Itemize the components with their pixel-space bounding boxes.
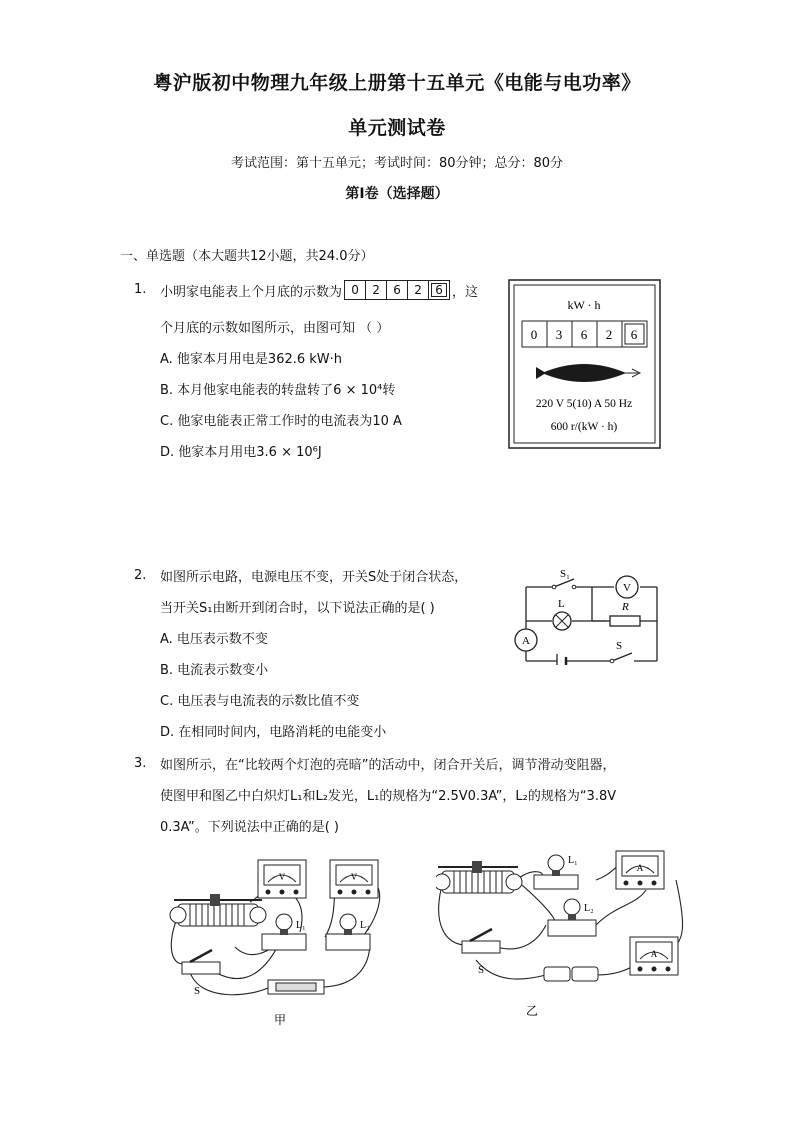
- meter-digit: 6: [580, 327, 588, 342]
- q1-prev-digit: 2: [366, 281, 387, 299]
- meter-digit: 6: [630, 327, 638, 342]
- label-v: V: [623, 582, 631, 594]
- q3-figure-jia: [160, 852, 400, 1027]
- switch-icon: [182, 950, 220, 974]
- q1-stem-b: ，这: [452, 284, 479, 300]
- q1-option-c[interactable]: C. 他家电能表正常工作时的电流表为10 A: [160, 414, 402, 429]
- q2-circuit-figure: [512, 565, 662, 665]
- caption-yi: 乙: [525, 1004, 539, 1018]
- rheostat-icon: [170, 894, 266, 926]
- q3-number: 3.: [134, 756, 147, 771]
- caption-jia: 甲: [273, 1013, 287, 1027]
- voltmeter-icon: [258, 860, 306, 898]
- doc-title-line2: 单元测试卷: [348, 117, 446, 139]
- q1-option-a[interactable]: A. 他家本月用电是362.6 kW·h: [160, 352, 343, 367]
- label-v2: V: [350, 872, 358, 882]
- battery-icon: [557, 654, 566, 665]
- voltmeter-icon: [616, 576, 638, 598]
- q1-prev-digit: 2: [408, 281, 429, 299]
- q1-stem-line1: [160, 280, 478, 300]
- meter-digit: 2: [605, 327, 613, 342]
- ammeter-icon: [616, 851, 664, 889]
- q1-prev-digit: 0: [345, 281, 366, 299]
- q2-stem-line2: 当开关S₁由断开到闭合时，以下说法正确的是( ): [160, 601, 435, 616]
- meter-spec1: 220 V 5(10) A 50 Hz: [535, 398, 633, 410]
- lamp-icon: [553, 612, 571, 630]
- q3-figure-yi: [436, 845, 686, 1025]
- meter-digit: 0: [530, 327, 538, 342]
- switch-icon: [462, 929, 500, 953]
- label-s: S: [478, 964, 485, 976]
- exam-info: 考试范围：第十五单元；考试时间：80分钟；总分：80分: [230, 156, 564, 171]
- s1-contact: [572, 585, 576, 589]
- label-s: S: [616, 640, 623, 652]
- q1-prev-reading: [344, 280, 450, 300]
- q2-stem-line1: 如图所示电路，电源电压不变，开关S处于闭合状态，: [160, 570, 468, 585]
- s1-contact: [552, 585, 556, 589]
- label-a: A: [522, 635, 530, 647]
- resistor-icon: [610, 616, 640, 626]
- q2-option-b[interactable]: B. 电流表示数变小: [160, 663, 269, 678]
- q3-stem-line3: 0.3A”。下列说法中正确的是( ): [160, 820, 339, 835]
- label-l: L: [558, 598, 565, 610]
- meter-spec2: 600 r/(kW · h): [550, 421, 618, 433]
- label-s1: S₁: [560, 568, 570, 580]
- voltmeter-icon: [330, 860, 378, 898]
- q2-option-a[interactable]: A. 电压表示数不变: [160, 632, 268, 647]
- battery-icon: [268, 980, 324, 994]
- label-s: S: [194, 985, 201, 997]
- q1-prev-digit: 6: [387, 281, 408, 299]
- q1-prev-digit: 6: [429, 281, 449, 299]
- section-heading: 一、单选题（本大题共12小题，共24.0分）: [120, 249, 374, 264]
- label-v1: V: [278, 872, 286, 882]
- label-r: R: [622, 601, 629, 613]
- q1-number: 1.: [134, 282, 147, 297]
- label-a2: A: [650, 949, 658, 959]
- s-contact: [610, 659, 614, 663]
- meter-unit: kW · h: [567, 298, 601, 312]
- label-l1: L₁: [296, 920, 306, 931]
- doc-title-line1: 粤沪版初中物理九年级上册第十五单元《电能与电功率》: [153, 72, 641, 94]
- rheostat-icon: [436, 861, 522, 893]
- label-l2: L₂: [584, 903, 594, 914]
- q1-option-d[interactable]: D. 他家本月用电3.6 × 10⁶J: [160, 445, 322, 460]
- q1-meter-figure: [508, 279, 661, 449]
- q1-stem-a: 小明家电能表上个月底的示数为: [160, 284, 343, 300]
- q2-number: 2.: [134, 568, 147, 583]
- battery-icon: [544, 967, 598, 981]
- label-l2: L₂: [360, 920, 370, 931]
- label-l1: L₁: [568, 855, 578, 866]
- q2-option-c[interactable]: C. 电压表与电流表的示数比值不变: [160, 694, 360, 709]
- meter-digit: 3: [555, 327, 563, 342]
- q3-stem-line1: 如图所示，在“比较两个灯泡的亮暗”的活动中，闭合开关后，调节滑动变阻器，: [160, 758, 616, 773]
- label-a1: A: [636, 863, 644, 873]
- ammeter-icon: [630, 937, 678, 975]
- q2-option-d[interactable]: D. 在相同时间内，电路消耗的电能变小: [160, 725, 387, 740]
- volume-title: 第Ⅰ卷（选择题）: [345, 186, 449, 202]
- q1-option-b[interactable]: B. 本月他家电能表的转盘转了6 × 10⁴转: [160, 383, 396, 398]
- q3-stem-line2: 使图甲和图乙中白炽灯L₁和L₂发光，L₁的规格为“2.5V0.3A”，L₂的规格为“3.8V: [160, 789, 617, 804]
- ammeter-icon: [515, 629, 537, 651]
- q1-stem-line2: 个月底的示数如图所示，由图可知 （ ）: [160, 321, 390, 336]
